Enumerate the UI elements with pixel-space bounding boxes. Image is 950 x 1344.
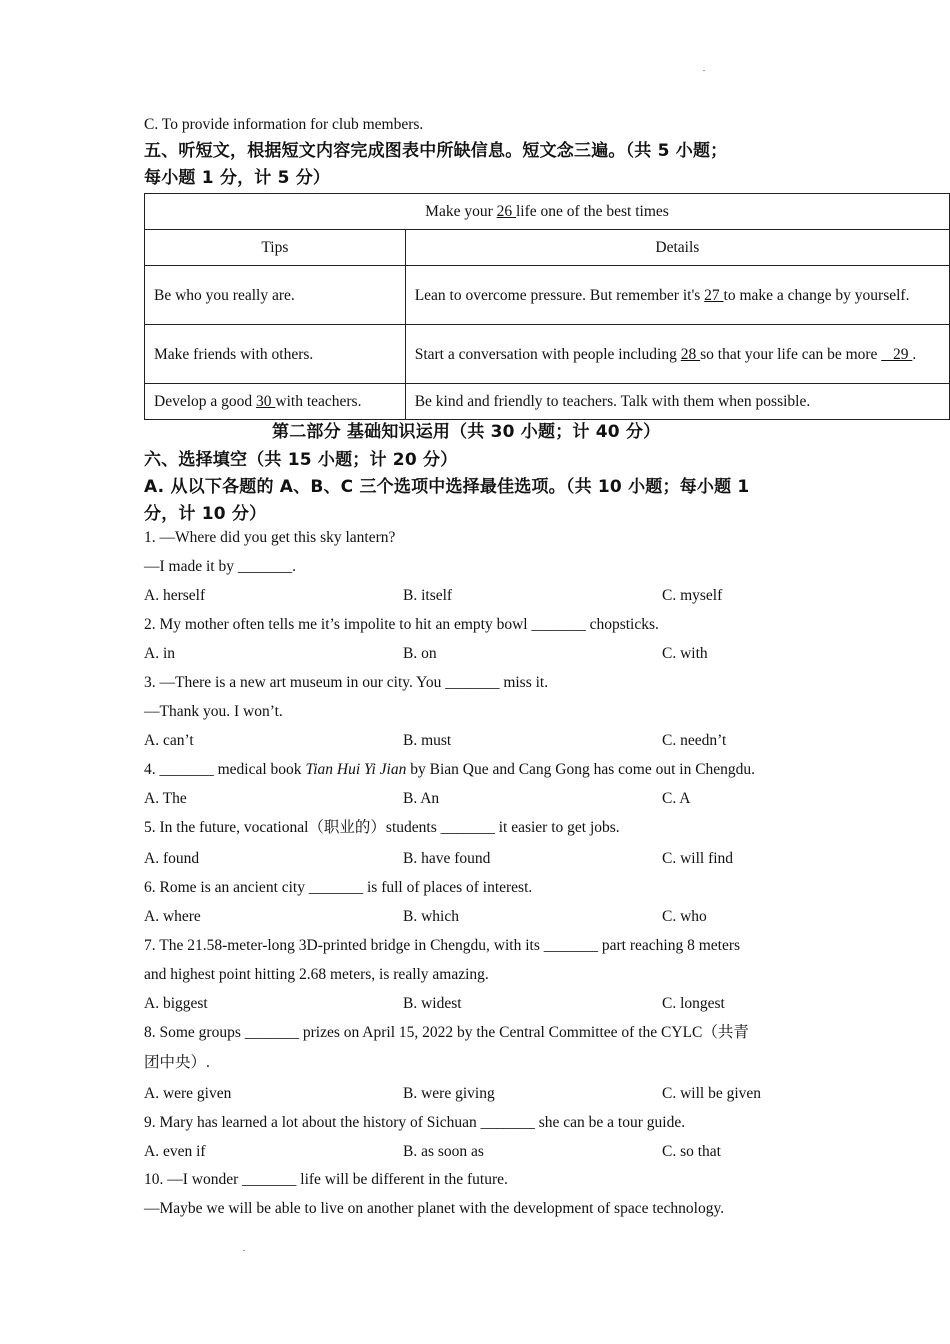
option-b[interactable]: B. were giving: [403, 1085, 495, 1102]
option-c[interactable]: C. will find: [662, 850, 734, 867]
option-a[interactable]: A. found: [144, 850, 200, 867]
detail-cell: Lean to overcome pressure. But remember it's 27 to make a change by yourself.: [405, 266, 949, 325]
detail-cell: Be kind and friendly to teachers. Talk with them when possible.: [405, 384, 949, 420]
option-b[interactable]: B. which: [403, 908, 459, 925]
option-b[interactable]: B. on: [403, 645, 437, 662]
table-row: [145, 266, 950, 325]
blank-27: 27: [704, 286, 724, 304]
column-header-tips: Tips: [145, 230, 406, 266]
option-b[interactable]: B. widest: [403, 995, 462, 1012]
tip-cell: Be who you really are.: [145, 266, 406, 325]
option-b[interactable]: B. must: [403, 732, 452, 749]
question-8: 8. Some groups _______ prizes on April 15, 2022 by the Central Committee of the CYLC（共青: [144, 1024, 749, 1041]
question-10: 10. —I wonder _______ life will be different in the future.: [144, 1171, 508, 1188]
book-title: Tian Hui Yi Jian: [305, 761, 407, 778]
question-3: 3. —There is a new art museum in our city. You _______ miss it.: [144, 674, 549, 691]
part2-heading: 第二部分 基础知识运用（共 30 小题；计 40 分）: [272, 422, 661, 442]
table-row: [145, 325, 950, 384]
option-b[interactable]: B. as soon as: [403, 1143, 484, 1160]
option-c[interactable]: C. with: [662, 645, 708, 662]
option-a[interactable]: A. even if: [144, 1143, 206, 1160]
option-a[interactable]: A. The: [144, 790, 187, 807]
question-1-reply: —I made it by _______.: [144, 558, 296, 575]
section5-heading: 五、听短文，根据短文内容完成图表中所缺信息。短文念三遍。（共 5 小题；: [144, 141, 728, 161]
question-7-cont: and highest point hitting 2.68 meters, is really amazing.: [144, 966, 489, 983]
option-a[interactable]: A. in: [144, 645, 175, 662]
option-c[interactable]: C. who: [662, 908, 707, 925]
option-a[interactable]: A. were given: [144, 1085, 232, 1102]
sectionA-heading-cont: 分，计 10 分）: [144, 504, 267, 524]
section5-heading-cont: 每小题 1 分，计 5 分）: [144, 168, 331, 188]
table-title-row: [145, 194, 950, 230]
option-c[interactable]: C. so that: [662, 1143, 721, 1160]
detail-cell: Start a conversation with people including 28 so that your life can be more _ 29 .: [405, 325, 949, 384]
question-4: 4. _______ medical book Tian Hui Yi Jian by Bian Que and Cang Gong has come out in Chengdu.: [144, 761, 756, 778]
option-a[interactable]: A. herself: [144, 587, 206, 604]
question-10-reply: —Maybe we will be able to live on another planet with the development of space technology.: [144, 1200, 725, 1217]
tip-cell: Make friends with others.: [145, 325, 406, 384]
table-title: Make your 26 life one of the best times: [145, 194, 950, 230]
blank-26: 26: [496, 203, 516, 220]
question-8-cont: 团中央）.: [144, 1054, 210, 1071]
blank-29: _ 29: [881, 345, 913, 363]
option-a[interactable]: A. biggest: [144, 995, 208, 1012]
question-2: 2. My mother often tells me it’s impolite to hit an empty bowl _______ chopsticks.: [144, 616, 659, 633]
question-7: 7. The 21.58-meter-long 3D-printed bridge in Chengdu, with its _______ part reaching 8 meters: [144, 937, 741, 954]
speck-mark: [703, 70, 705, 71]
option-c[interactable]: C. A: [662, 790, 691, 807]
option-a[interactable]: A. can’t: [144, 732, 194, 749]
tip-cell: Develop a good 30 with teachers.: [145, 384, 406, 420]
question-1: 1. —Where did you get this sky lantern?: [144, 529, 396, 546]
previous-option-c: C. To provide information for club members.: [144, 116, 424, 133]
blank-30: 30: [256, 393, 276, 410]
sectionA-heading: A. 从以下各题的 A、B、C 三个选项中选择最佳选项。（共 10 小题；每小题 1: [144, 477, 750, 497]
speck-mark: [243, 1250, 245, 1251]
option-b[interactable]: B. itself: [403, 587, 453, 604]
question-9: 9. Mary has learned a lot about the history of Sichuan _______ she can be a tour guide.: [144, 1114, 686, 1131]
option-a[interactable]: A. where: [144, 908, 201, 925]
table-header-row: [145, 230, 950, 266]
table-row: [145, 384, 950, 420]
question-3-reply: —Thank you. I won’t.: [144, 703, 283, 720]
column-header-details: Details: [405, 230, 949, 266]
question-6: 6. Rome is an ancient city _______ is full of places of interest.: [144, 879, 533, 896]
option-c[interactable]: C. longest: [662, 995, 725, 1012]
option-c[interactable]: C. myself: [662, 587, 723, 604]
option-c[interactable]: C. needn’t: [662, 732, 727, 749]
option-b[interactable]: B. An: [403, 790, 440, 807]
option-b[interactable]: B. have found: [403, 850, 491, 867]
option-c[interactable]: C. will be given: [662, 1085, 762, 1102]
section6-heading: 六、选择填空（共 15 小题；计 20 分）: [144, 450, 458, 470]
question-5: 5. In the future, vocational（职业的）students _______ it easier to get jobs.: [144, 819, 620, 836]
listening-table: [144, 193, 950, 420]
blank-28: 28: [680, 345, 701, 363]
